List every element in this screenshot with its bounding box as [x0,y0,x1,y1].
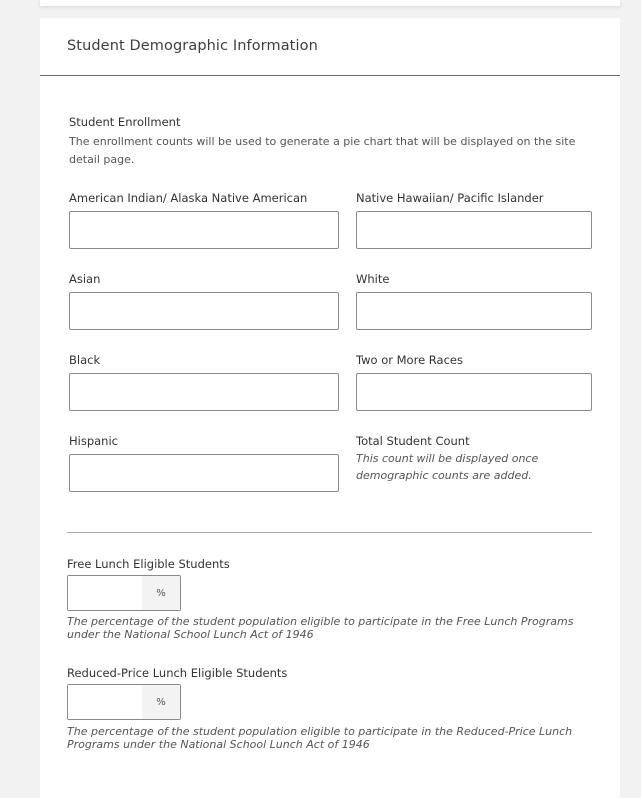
enrollment-label: Student Enrollment [69,115,181,129]
enrollment-description: The enrollment counts will be used to generate a pie chart that will be displayed on the site detail page. [69,135,576,166]
reduced-lunch-field [67,684,181,720]
free-lunch-label: Free Lunch Eligible Students [67,557,230,571]
reduced-lunch-label: Reduced-Price Lunch Eligible Students [67,666,288,680]
asian-label: Asian [69,272,101,286]
total-count-label: Total Student Count [356,434,470,448]
reduced-lunch-input[interactable] [68,685,142,719]
reduced-lunch-help: The percentage of the student population eligible to participate in the Reduced-Price Lunch Programs under the National School Lunch Act of 1946 [67,725,573,751]
demographics-card [40,18,620,798]
black-input[interactable] [69,373,339,411]
previous-card-edge [40,0,620,6]
percent-addon: % [142,576,180,610]
total-count-help: This count will be displayed once demographic counts are added. [356,452,539,482]
white-input[interactable] [356,292,592,330]
hispanic-input[interactable] [69,454,339,492]
free-lunch-input[interactable] [68,576,142,610]
two-or-more-label: Two or More Races [356,353,463,367]
two-or-more-input[interactable] [356,373,592,411]
section-divider [67,532,592,533]
american-indian-label: American Indian/ Alaska Native American [69,191,308,205]
native-hawaiian-label: Native Hawaiian/ Pacific Islander [356,191,544,205]
american-indian-input[interactable] [69,211,339,249]
percent-addon: % [142,685,180,719]
card-header [40,18,620,76]
free-lunch-help: The percentage of the student population eligible to participate in the Free Lunch Programs under the National School Lunch Act of 1946 [67,615,574,641]
native-hawaiian-input[interactable] [356,211,592,249]
white-label: White [356,272,390,286]
asian-input[interactable] [69,292,339,330]
free-lunch-field [67,575,181,611]
black-label: Black [69,353,101,367]
card-title: Student Demographic Information [67,38,318,54]
hispanic-label: Hispanic [69,434,118,448]
